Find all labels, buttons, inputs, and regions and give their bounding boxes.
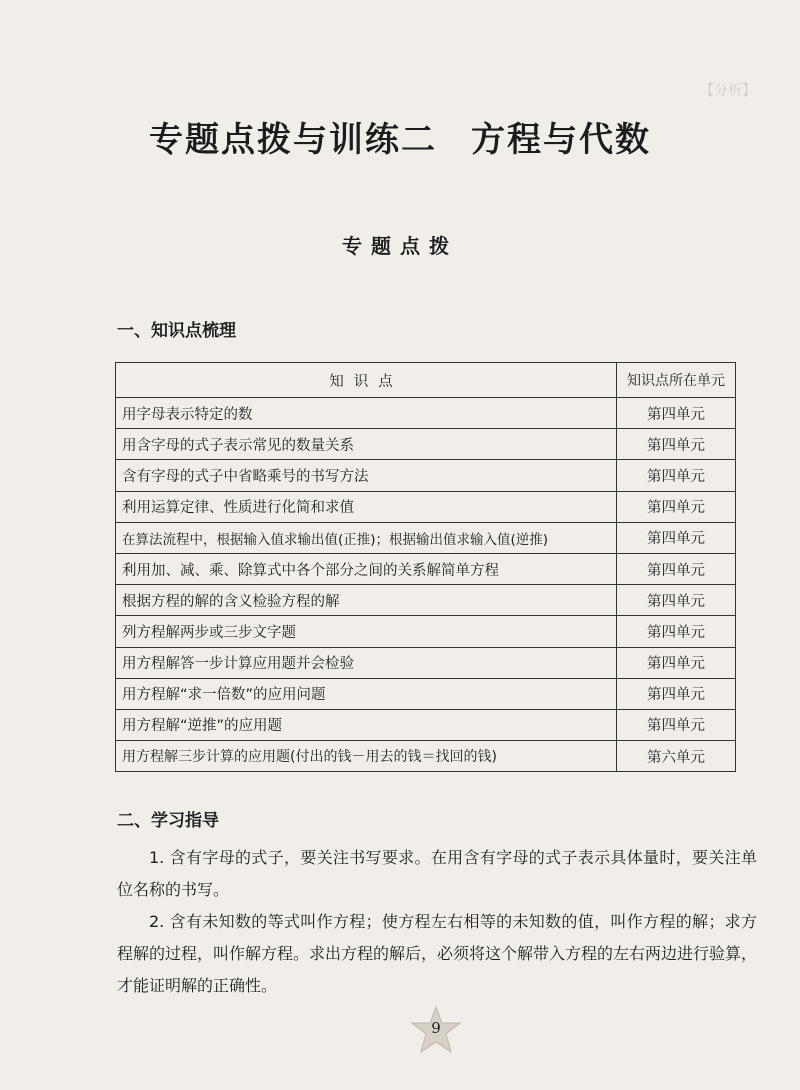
unit-cell: 第六单元 xyxy=(617,741,736,772)
table-row xyxy=(116,522,736,553)
page-number: 9 xyxy=(431,1019,441,1037)
table-header-row xyxy=(116,363,736,398)
knowledge-point: 用方程解“求一倍数”的应用问题 xyxy=(116,678,617,709)
knowledge-point: 用方程解“逆推”的应用题 xyxy=(116,709,617,740)
title-part1: 专题点拨与训练二 xyxy=(149,120,437,160)
table-row xyxy=(116,429,736,460)
unit-cell: 第四单元 xyxy=(617,647,736,678)
table-row xyxy=(116,709,736,740)
knowledge-point: 利用加、减、乘、除算式中各个部分之间的关系解简单方程 xyxy=(116,553,617,584)
unit-cell: 第四单元 xyxy=(617,460,736,491)
table-row xyxy=(116,585,736,616)
title-part2: 方程与代数 xyxy=(471,120,651,160)
table-row xyxy=(116,616,736,647)
knowledge-point: 用方程解三步计算的应用题(付出的钱－用去的钱＝找回的钱) xyxy=(116,741,617,772)
knowledge-point: 含有字母的式子中省略乘号的书写方法 xyxy=(116,460,617,491)
table-row xyxy=(116,741,736,772)
unit-cell: 第四单元 xyxy=(617,398,736,429)
table-row xyxy=(116,678,736,709)
unit-cell: 第四单元 xyxy=(617,522,736,553)
table-row xyxy=(116,398,736,429)
unit-cell: 第四单元 xyxy=(617,585,736,616)
table-row xyxy=(116,647,736,678)
table-header-point: 知识点 xyxy=(116,363,617,398)
guidance-paragraph-1: 1. 含有字母的式子，要关注书写要求。在用含有字母的式子表示具体量时，要关注单位名称的书写。 xyxy=(117,848,757,899)
unit-cell: 第四单元 xyxy=(617,429,736,460)
knowledge-table xyxy=(115,362,736,772)
unit-cell: 第四单元 xyxy=(617,616,736,647)
section-heading-knowledge: 一、知识点梳理 xyxy=(117,321,236,341)
knowledge-point: 用字母表示特定的数 xyxy=(116,398,617,429)
table-row xyxy=(116,460,736,491)
knowledge-point: 根据方程的解的含义检验方程的解 xyxy=(116,585,617,616)
unit-cell: 第四单元 xyxy=(617,709,736,740)
knowledge-point: 用含字母的式子表示常见的数量关系 xyxy=(116,429,617,460)
guidance-paragraph-2: 2. 含有未知数的等式叫作方程；使方程左右相等的未知数的值，叫作方程的解；求方程解的过程，叫作解方程。求出方程的解后，必须将这个解带入方程的左右两边进行验算，才能证明解的正确性。 xyxy=(117,912,758,995)
knowledge-point: 在算法流程中，根据输入值求输出值(正推)；根据输出值求输入值(逆推) xyxy=(116,522,617,553)
table-row xyxy=(116,491,736,522)
unit-cell: 第四单元 xyxy=(617,553,736,584)
knowledge-point: 利用运算定律、性质进行化简和求值 xyxy=(116,491,617,522)
subtitle: 专题点拨 xyxy=(342,234,458,258)
section-heading-guidance: 二、学习指导 xyxy=(117,811,219,831)
knowledge-point: 用方程解答一步计算应用题并会检验 xyxy=(116,647,617,678)
bleed-through-text: 【分析】 xyxy=(700,83,756,99)
knowledge-point: 列方程解两步或三步文字题 xyxy=(116,616,617,647)
page-title xyxy=(0,112,800,161)
table-header-unit: 知识点所在单元 xyxy=(617,363,736,398)
table-row xyxy=(116,553,736,584)
page-number-badge xyxy=(410,1005,462,1055)
unit-cell: 第四单元 xyxy=(617,491,736,522)
unit-cell: 第四单元 xyxy=(617,678,736,709)
